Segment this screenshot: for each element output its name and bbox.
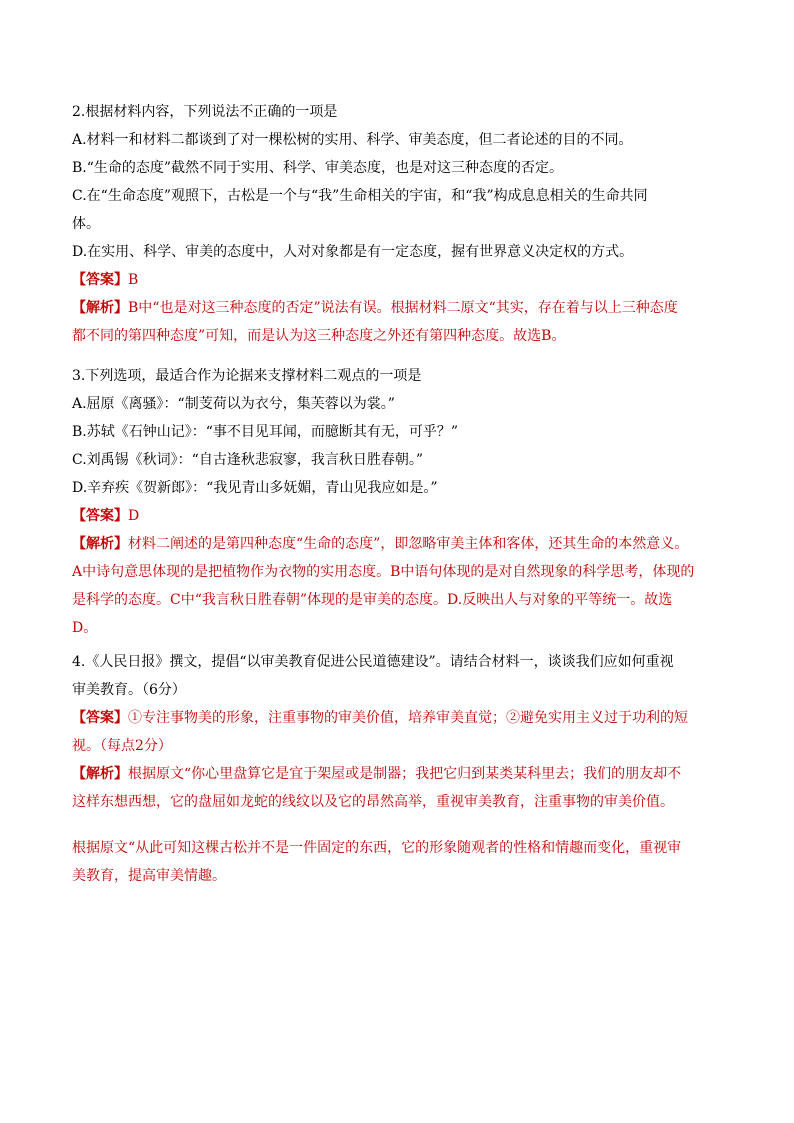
- answer-text: ①专注事物美的形象，注重事物的审美价值，培养审美直觉；②避免实用主义过于功利的短: [128, 710, 688, 726]
- analysis-text: B中“也是对这三种态度的否定”说法有误。根据材料二原文“其实，存在着与以上三种态度: [128, 300, 678, 316]
- q4-analysis-line4: 美教育，提高审美情趣。: [72, 868, 226, 884]
- answer-tag: 【答案】: [72, 508, 128, 524]
- analysis-tag: 【解析】: [72, 766, 128, 782]
- q4-answer-line2: 视。（每点2分）: [72, 738, 172, 754]
- q3-option-a: A.屈原《离骚》：“制芰荷以为衣兮，集芙蓉以为裳。”: [72, 396, 395, 412]
- answer-text: D: [128, 508, 140, 524]
- q4-analysis-line3: 根据原文“从此可知这棵古松并不是一件固定的东西，它的形象随观者的性格和情趣而变化，重视审: [72, 840, 682, 856]
- q4-answer-line1: [72, 704, 722, 732]
- q4-analysis-line1: [72, 760, 722, 788]
- q2-option-d: D.在实用、科学、审美的态度中，人对对象都是有一定态度，握有世界意义决定权的方式。: [72, 244, 634, 260]
- q2-analysis-line1: [72, 294, 722, 322]
- spacer: [72, 816, 722, 834]
- q3-option-d: D.辛弃疾《贺新郎》：“我见青山多妩媚，青山见我应如是。”: [72, 480, 438, 496]
- analysis-tag: 【解析】: [72, 300, 128, 316]
- answer-text: B: [128, 272, 139, 288]
- q4-stem-line2: 审美教育。（6分）: [72, 682, 186, 698]
- analysis-text: 材料二阐述的是第四种态度“生命的态度”，即忽略审美主体和客体，还其生命的本然意义。: [128, 536, 689, 552]
- q2-option-c-line2: 体。: [72, 216, 100, 232]
- analysis-tag: 【解析】: [72, 536, 128, 552]
- analysis-text: 根据原文“你心里盘算它是宜于架屋或是制器；我把它归到某类某科里去；我们的朋友却不: [128, 766, 682, 782]
- q2-option-a: A.材料一和材料二都谈到了对一棵松树的实用、科学、审美态度，但二者论述的目的不同。: [72, 132, 633, 148]
- q2-answer: [72, 266, 722, 294]
- spacer: [72, 350, 722, 362]
- q3-analysis-line4: D。: [72, 620, 98, 636]
- q3-analysis-line2: A中诗句意思体现的是把植物作为衣物的实用态度。B中语句体现的是对自然现象的科学思考，体现的: [72, 564, 695, 580]
- q4-stem-line1: 4.《人民日报》撰文，提倡“以审美教育促进公民道德建设”。请结合材料一，谈谈我们应如何重视: [72, 654, 674, 670]
- answer-tag: 【答案】: [72, 710, 128, 726]
- q2-option-b: B.“生命的态度”截然不同于实用、科学、审美态度，也是对这三种态度的否定。: [72, 160, 564, 176]
- q2-analysis-line2: 都不同的第四种态度”可知，而是认为这三种态度之外还有第四种态度。故选B。: [72, 328, 566, 344]
- q4-analysis-line2: 这样东想西想，它的盘屈如龙蛇的线纹以及它的昂然高举，重视审美教育，注重事物的审美价值。: [72, 794, 674, 810]
- q3-option-b: B.苏轼《石钟山记》：“事不目见耳闻，而臆断其有无，可乎？”: [72, 424, 459, 440]
- q3-answer: [72, 502, 722, 530]
- answer-tag: 【答案】: [72, 272, 128, 288]
- q3-stem: 3.下列选项，最适合作为论据来支撑材料二观点的一项是: [72, 368, 422, 384]
- q3-analysis-line3: 是科学的态度。C中“我言秋日胜春朝”体现的是审美的态度。D.反映出人与对象的平等统一。故选: [72, 592, 673, 608]
- q2-option-c-line1: C.在“生命态度”观照下，古松是一个与“我”生命相关的宇宙，和“我”构成息息相关的生命共同: [72, 188, 648, 204]
- q3-analysis-line1: [72, 530, 722, 558]
- q2-stem: 2.根据材料内容，下列说法不正确的一项是: [72, 104, 338, 120]
- q3-option-c: C.刘禹锡《秋词》：“自古逢秋悲寂寥，我言秋日胜春朝。”: [72, 452, 423, 468]
